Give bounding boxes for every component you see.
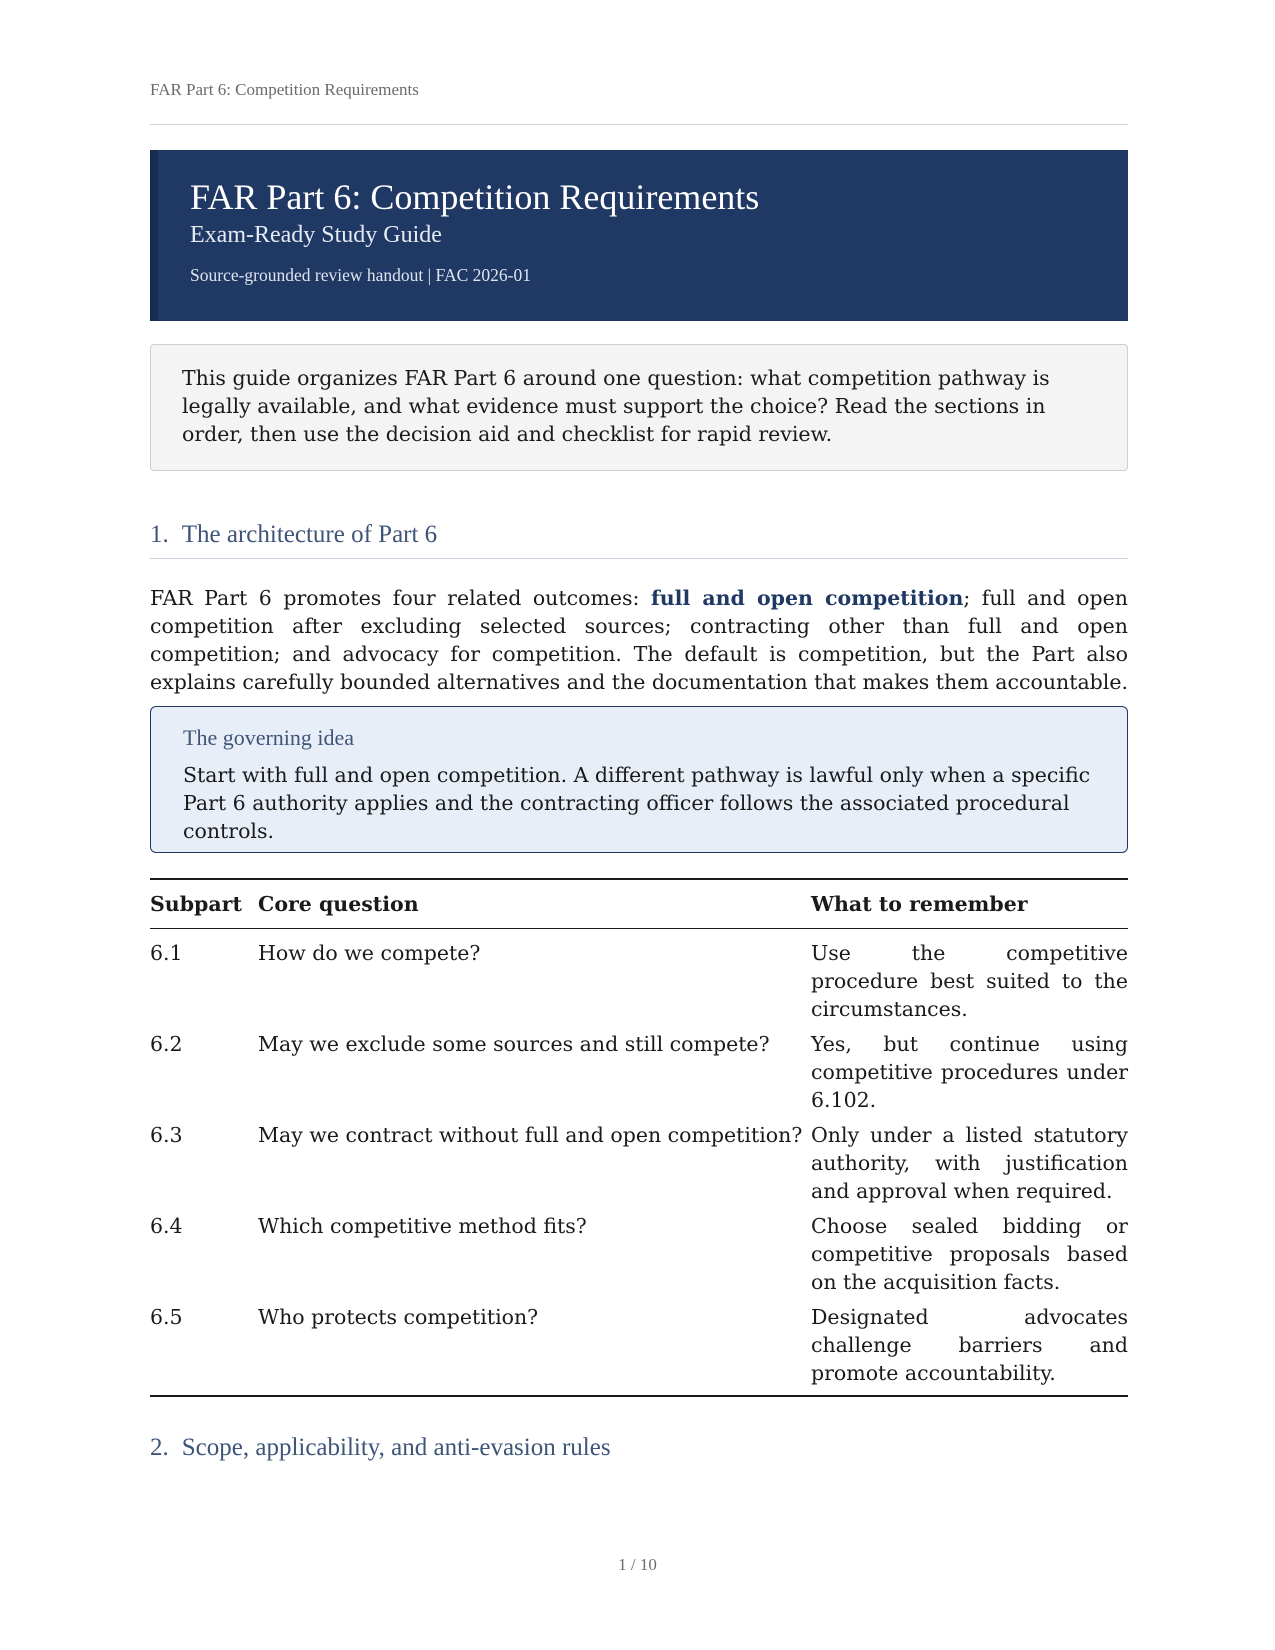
section-1-rule	[150, 558, 1128, 559]
paragraph-rest: ; full and open competition after excluding selected sources; contracting other than full and open competition; and advocacy for competition. The default is competition, but the Part also explains carefully bounded alternatives and the documentation that makes them accountable.	[150, 586, 1129, 694]
table-row	[150, 1303, 1128, 1396]
cell-question: How do we compete?	[258, 941, 481, 965]
table-row	[150, 1121, 1128, 1212]
section-1-title: The architecture of Part 6	[181, 521, 438, 548]
table-row	[150, 1030, 1128, 1121]
cell-remember: Choose sealed bidding or competitive proposals based on the acquisition facts.	[811, 1214, 1128, 1294]
page-number: 1 / 10	[618, 1555, 657, 1574]
title-banner	[150, 150, 1128, 321]
cell-subpart: 6.5	[150, 1305, 183, 1329]
section-1-paragraph	[150, 584, 1128, 696]
cell-question: May we contract without full and open competition?	[258, 1123, 803, 1147]
callout-title: The governing idea	[183, 725, 355, 750]
document-subtitle: Exam-Ready Study Guide	[190, 222, 442, 248]
subpart-table	[150, 878, 1128, 1397]
header-subpart: Subpart	[150, 879, 258, 929]
section-2-title: Scope, applicability, and anti-evasion rules	[181, 1434, 611, 1461]
intro-box	[150, 344, 1128, 471]
cell-remember: Use the competitive procedure best suited to the circumstances.	[811, 941, 1128, 1021]
section-2-heading	[150, 1434, 611, 1462]
cell-question: May we exclude some sources and still compete?	[258, 1032, 770, 1056]
cell-remember: Yes, but continue using competitive procedures under 6.102.	[811, 1032, 1128, 1112]
paragraph-emphasis: full and open competition	[650, 586, 964, 610]
cell-question: Who protects competition?	[258, 1305, 539, 1329]
table-row	[150, 929, 1128, 1031]
running-head: FAR Part 6: Competition Requirements	[150, 80, 419, 99]
callout-text: Start with full and open competition. A different pathway is lawful only when a specific Part 6 authority applies and the contracting officer follows the associated procedural controls.	[183, 763, 1091, 843]
section-1-heading	[150, 521, 437, 549]
document-title: FAR Part 6: Competition Requirements	[190, 177, 760, 217]
cell-subpart: 6.1	[150, 941, 183, 965]
cell-subpart: 6.3	[150, 1123, 183, 1147]
document-meta: Source-grounded review handout | FAC 2026-01	[190, 265, 531, 285]
cell-remember: Designated advocates challenge barriers and promote accountability.	[811, 1305, 1128, 1385]
paragraph-lead: FAR Part 6 promotes four related outcomes:	[150, 586, 651, 610]
governing-idea-callout	[150, 706, 1128, 853]
table-row	[150, 1212, 1128, 1303]
header-rule	[150, 124, 1128, 125]
header-what-to-remember: What to remember	[811, 879, 1128, 929]
header-core-question: Core question	[258, 879, 811, 929]
table-header-row	[150, 879, 1128, 929]
cell-question: Which competitive method fits?	[258, 1214, 587, 1238]
cell-remember: Only under a listed statutory authority, with justification and approval when required.	[811, 1123, 1128, 1203]
cell-subpart: 6.2	[150, 1032, 183, 1056]
section-2-number: 2.	[150, 1434, 169, 1461]
section-1-number: 1.	[150, 521, 169, 548]
cell-subpart: 6.4	[150, 1214, 183, 1238]
intro-text: This guide organizes FAR Part 6 around one question: what competition pathway is legally available, and what evidence must support the choice? Read the sections in order, then use the decision aid and checklist for rapid review.	[182, 366, 1050, 446]
